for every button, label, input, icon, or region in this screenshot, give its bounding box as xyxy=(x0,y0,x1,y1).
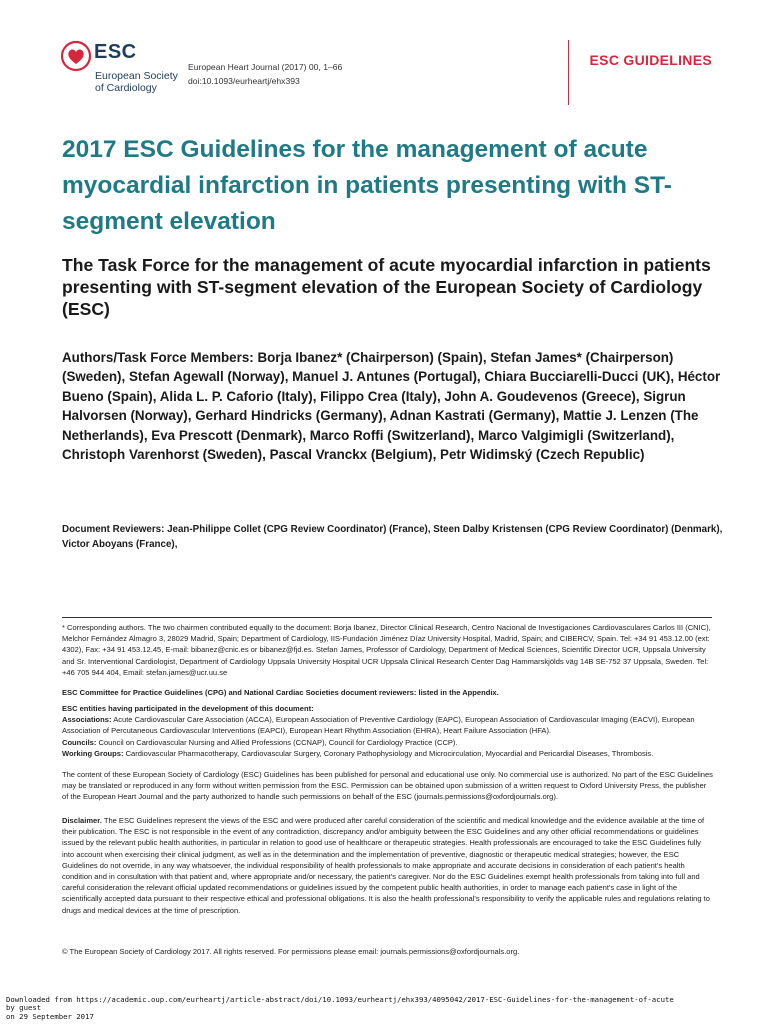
logo-text: ESC xyxy=(94,41,137,63)
working-groups-label: Working Groups: xyxy=(62,748,124,758)
logo-line-2: of Cardiology xyxy=(95,82,157,94)
content-notice: The content of these European Society of Cardiology (ESC) Guidelines has been published for personal and educational use only. No commercial use is authorized. No part of the ESC Guidelines may be translated or reproduced in any form without written permission from the ESC. Permission can be obtained upon submission of a written request to Oxford University Press, the publisher of the European Heart Journal and the party authorized to handle such permissions on behalf of the ESC (journals.permissions@oxfordjournals.org). xyxy=(62,770,713,802)
page-subtitle: The Task Force for the management of acute myocardial infarction in patients presenting with ST-segment elevation of the European Society of Cardiology (ESC) xyxy=(62,255,711,319)
doi-line: doi:10.1093/eurheartj/ehx393 xyxy=(188,76,300,86)
working-groups-text: Cardiovascular Pharmacotherapy, Cardiovascular Surgery, Coronary Pathophysiology and Microcirculation, Myocardial and Pericardial Diseases, Thrombosis. xyxy=(125,748,654,758)
entities-block xyxy=(62,703,714,759)
entities-heading: ESC entities having participated in the development of this document: xyxy=(62,704,314,713)
disclaimer xyxy=(62,815,714,916)
divider xyxy=(62,617,712,618)
date-line: on 29 September 2017 xyxy=(6,1011,94,1021)
download-line: Downloaded from https://academic.oup.com/eurheartj/article-abstract/doi/10.1093/eurheartj/ehx393/4095042/2017-ESC-Guidelines-for-the-management-of-acute xyxy=(6,995,674,1004)
committee-note xyxy=(62,687,714,698)
associations-text: Acute Cardiovascular Care Association (ACCA), European Association of Preventive Cardiology (EAPC), European Association of Cardiovascular Imaging (EACVI), European Association of Percutaneous Cardiovascular Interventions (EAPCI), European Heart Rhythm Association (EHRA), Heart Failure Association (HFA). xyxy=(62,715,695,736)
disclaimer-label: Disclaimer. xyxy=(62,816,102,825)
associations-label: Associations: xyxy=(62,715,112,725)
journal-line: European Heart Journal (2017) 00, 1–66 xyxy=(188,62,343,72)
authors-list: Authors/Task Force Members: Borja Ibanez* (Chairperson) (Spain), Stefan James* (Chairperson) (Sweden), Stefan Agewall (Norway), Manuel J. Antunes (Portugal), Chiara Bucciarelli-Ducci (UK), Héctor Bueno (Spain), Alida L. P. Caforio (Italy), Filippo Crea (Italy), John A. Goudevenos (Greece), Sigrun Halvorsen (Norway), Gerhard Hindricks (Germany), Adnan Kastrati (Germany), Mattie J. Lenzen (The Netherlands), Eva Prescott (Denmark), Marco Roffi (Switzerland), Marco Valgimigli (Switzerland), Christoph Varenhorst (Sweden), Pascal Vranckx (Belgium), Petr Widimský (Czech Republic) xyxy=(62,350,721,463)
councils-text: Council on Cardiovascular Nursing and Allied Professions (CCNAP), Council for Cardiology Practice (CCP). xyxy=(98,737,458,747)
disclaimer-text: The ESC Guidelines represent the views of the ESC and were produced after careful consideration of the scientific and medical knowledge and the evidence available at the time of their publication. The ESC is not responsible in the event of any contradiction, discrepancy and/or ambiguity between the ESC Guidelines and any other official recommendations or guidelines issued by the relevant public health authorities, in particular in relation to good use of healthcare or therapeutic strategies. Health professionals are encouraged to take the ESC Guidelines fully into account when exercising their clinical judgment, as well as in the determination and the implementation of preventive, diagnostic or therapeutic medical strategies; however, the ESC Guidelines do not override, in any way whatsoever, the individual responsibility of health professionals to make appropriate and accurate decisions in consideration of each patient's health condition and in consultation with that patient and, where appropriate and/or necessary, the patient's caregiver. Nor do the ESC Guidelines exempt health professionals from taking into full and careful consideration the relevant official updated recommendations or guidelines issued by the competent public health authorities, in order to manage each patient's case in light of the scientifically accepted data pursuant to their respective ethical and professional obligations. It is also the health professional's responsibility to verify the applicable rules and regulations relating to drugs and medical devices at the time of prescription. xyxy=(62,816,710,915)
heart-icon xyxy=(60,40,92,72)
download-stamp xyxy=(6,996,674,1021)
section-label: ESC GUIDELINES xyxy=(589,52,712,68)
page-title: 2017 ESC Guidelines for the management of acute myocardial infarction in patients presenting with ST-segment elevation xyxy=(62,136,672,235)
committee-text: ESC Committee for Practice Guidelines (CPG) and National Cardiac Societies document reviewers: listed in the Appendix. xyxy=(62,688,499,697)
logo-line-1: European Society xyxy=(95,70,178,82)
reviewers-list: Document Reviewers: Jean-Philippe Collet (CPG Review Coordinator) (France), Steen Dalby Kristensen (CPG Review Coordinator) (Denmark), Victor Aboyans (France), xyxy=(62,524,723,550)
header-divider xyxy=(568,40,569,105)
councils-label: Councils: xyxy=(62,737,97,747)
journal-info xyxy=(188,60,342,88)
guest-line: by guest xyxy=(6,1003,42,1013)
corresponding-authors: * Corresponding authors. The two chairmen contributed equally to the document: Borja Ibanez, Director Clinical Research, Centro Nacional de Investigaciones Cardiovasculares Carlos III (CNIC), Melchor Fernández Almagro 3, 28029 Madrid, Spain; Department of Cardiology, IIS-Fundación Jiménez Díaz University Hospital, Madrid, Spain; and CIBERCV, Spain. Tel: +34 91 453.12.00 (ext: 4302), Fax: +34 91 453.12.45, E-mail: bibanez@cnic.es or bibanez@fjd.es. Stefan James, Professor of Cardiology, Department of Medical Sciences, Scientific Director UCR, Uppsala University and Sr. Interventional Cardiologist, Department of Cardiology Uppsala University Hospital UCR Uppsala Clinical Research Center Dag Hammarskjölds väg 14B SE-752 37 Uppsala, Sweden. Tel: +46 705 944 404, Email: stefan.james@ucr.uu.se xyxy=(62,623,711,677)
copyright: © The European Society of Cardiology 2017. All rights reserved. For permissions please email: journals.permissions@oxfordjournals.org. xyxy=(62,947,520,956)
